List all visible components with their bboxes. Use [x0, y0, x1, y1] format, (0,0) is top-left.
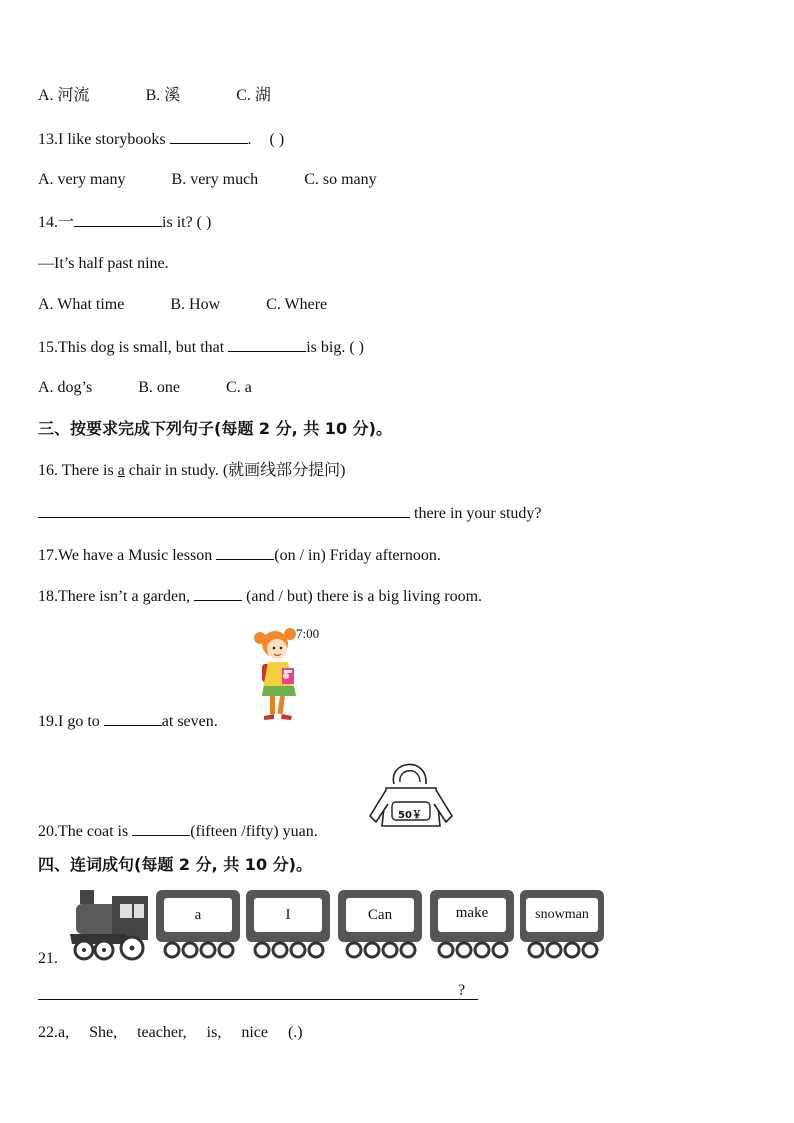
wagon-5 — [518, 888, 606, 960]
q13-option-a: A. very many — [38, 171, 126, 188]
q18-stem: 18.There isn’t a garden, (and / but) there is a big living room. — [38, 588, 483, 605]
wagon-3-body — [336, 888, 424, 960]
q13-option-c: C. so many — [304, 171, 377, 188]
q12-option-c: C. 湖 — [236, 87, 271, 104]
q14-option-b: B. How — [170, 296, 221, 313]
wagon-2 — [244, 888, 332, 960]
section-4-heading: 四、连词成句(每题 2 分, 共 10 分)。 — [38, 855, 312, 874]
q15-option-a: A. dog’s — [38, 379, 93, 396]
wagon-2-word: I — [285, 907, 291, 923]
q14-answer: —It’s half past nine. — [38, 255, 169, 272]
wagon-5-body — [518, 888, 606, 960]
wagon-1-body — [154, 888, 242, 960]
section-3-heading: 三、按要求完成下列句子(每题 2 分, 共 10 分)。 — [38, 419, 392, 438]
q14-option-a: A. What time — [38, 296, 125, 313]
q16-blank — [38, 503, 410, 518]
q13-option-b: B. very much — [171, 171, 259, 188]
q12-option-b: B. 溪 — [145, 87, 181, 104]
wagon-3-word: Can — [367, 907, 393, 923]
q20-blank — [132, 821, 190, 836]
coat-illustration — [366, 756, 456, 836]
q14-blank — [74, 212, 162, 227]
q14-options — [38, 295, 327, 315]
q13-answer-paren: ( ) — [269, 131, 285, 148]
q18-blank — [194, 586, 242, 601]
wagon-1 — [154, 888, 242, 960]
q21-answer-line — [38, 999, 478, 1000]
wagon-2-body — [244, 888, 332, 960]
q17-stem: 17.We have a Music lesson (on / in) Friday afternoon. — [38, 547, 441, 564]
q15-stem: 15.This dog is small, but that is big. ( ) — [38, 339, 364, 356]
q20-stem: 20.The coat is (fifteen /fifty) yuan. — [38, 823, 318, 840]
wagon-4-word: make — [455, 905, 489, 921]
q16-underlined-word: a — [117, 462, 125, 479]
q21-number: 21. — [38, 950, 58, 967]
wagon-1-word: a — [194, 907, 202, 923]
q13-options — [38, 170, 377, 190]
q15-options — [38, 378, 252, 398]
q17-blank — [216, 545, 274, 560]
q12-option-a: A. 河流 — [38, 87, 90, 104]
q19-blank — [104, 711, 162, 726]
wagon-4 — [428, 888, 516, 960]
q19-stem: 19.I go to at seven. — [38, 713, 218, 730]
q15-option-c: C. a — [226, 379, 252, 396]
q15-blank — [228, 337, 306, 352]
q19-clock-label: 7:00 — [296, 626, 320, 641]
locomotive-illustration — [68, 886, 156, 962]
q14-option-c: C. Where — [266, 296, 328, 313]
girl-walking-illustration — [250, 624, 310, 724]
q22-words: 22.a, She, teacher, is, nice (.) — [38, 1024, 303, 1041]
q14-stem: 14.一 is it? ( ) — [38, 214, 212, 231]
wagon-4-body — [428, 888, 516, 960]
q16-stem: 16. There is a chair in study. (就画线部分提问) — [38, 462, 346, 479]
wagon-3 — [336, 888, 424, 960]
q21-end-mark: ? — [458, 982, 466, 999]
q13-blank — [170, 129, 248, 144]
coat-price-tag: 50￥ — [398, 810, 422, 821]
wagon-5-word: snowman — [535, 907, 589, 922]
q12-options — [38, 86, 271, 106]
q16-answer-line: there in your study? — [38, 503, 542, 524]
q13-stem: 13.I like storybooks . ( ) — [38, 131, 285, 148]
q15-option-b: B. one — [138, 379, 181, 396]
